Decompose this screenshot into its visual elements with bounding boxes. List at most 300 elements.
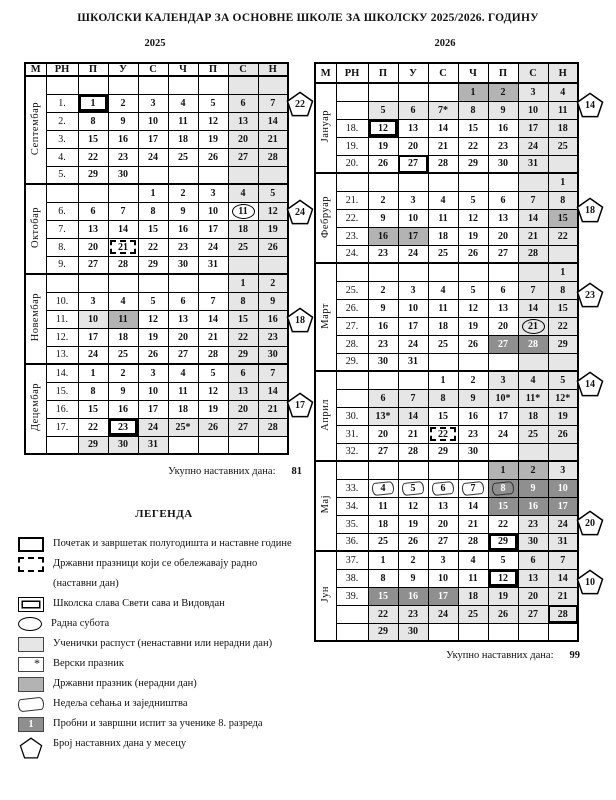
day-cell: 6 [398, 101, 428, 119]
day-cell: 13 [228, 112, 258, 130]
day-cell: 29 [78, 166, 108, 184]
day-cell [548, 623, 578, 641]
week-row [315, 83, 578, 101]
week-row [25, 184, 288, 202]
day-cell: 21 [428, 137, 458, 155]
day-cell: 31 [198, 256, 228, 274]
legend-item-label: Верски празник [53, 657, 124, 669]
day-cell [458, 173, 488, 191]
week-row [25, 328, 288, 346]
day-cell: 13 [518, 569, 548, 587]
day-cell: 19 [548, 407, 578, 425]
legend-item [18, 656, 368, 672]
week-row [315, 479, 578, 497]
day-cell: 13* [368, 407, 398, 425]
day-cell [428, 461, 458, 479]
day-cell: 14 [258, 382, 288, 400]
day-cell [228, 166, 258, 184]
day-cell: 23 [458, 425, 488, 443]
day-cell: 27 [398, 155, 428, 173]
day-cell: 21 [258, 400, 288, 418]
day-cell: 25 [108, 346, 138, 364]
day-cell: 9 [398, 569, 428, 587]
day-cell [488, 353, 518, 371]
ellipse-icon [18, 617, 42, 631]
dark-box-icon: 1 [18, 717, 44, 732]
day-cell: 27 [228, 418, 258, 436]
month-cell [315, 263, 336, 371]
day-cell: 17 [138, 130, 168, 148]
month-cell [315, 173, 336, 263]
day-cell: 16 [368, 317, 398, 335]
week-number-cell: 2. [46, 112, 78, 130]
day-cell: 21 [518, 317, 548, 335]
week-number-cell [336, 83, 368, 101]
teaching-days-count: 18 [585, 205, 595, 216]
day-cell: 4 [228, 184, 258, 202]
day-cell: 4 [548, 83, 578, 101]
teaching-days-badge [286, 199, 314, 225]
day-cell: 28 [458, 533, 488, 551]
day-cell: 30 [518, 533, 548, 551]
day-cell: 11 [458, 569, 488, 587]
day-cell: 11 [168, 382, 198, 400]
day-cell: 8 [228, 292, 258, 310]
day-cell [138, 166, 168, 184]
day-cell: 27 [78, 256, 108, 274]
day-cell: 9 [368, 209, 398, 227]
week-row [315, 173, 578, 191]
day-cell [258, 256, 288, 274]
day-cell: 25 [168, 148, 198, 166]
day-cell: 14 [258, 112, 288, 130]
month-label: Октобар [29, 207, 41, 248]
week-row [25, 274, 288, 292]
legend-item-label: Недеља сећања и заједништва [53, 697, 188, 709]
day-cell: 12 [258, 202, 288, 220]
day-cell [368, 83, 398, 101]
day-cell: 16 [368, 227, 398, 245]
day-cell: 11 [228, 202, 258, 220]
column-header: М [25, 63, 46, 76]
day-cell: 29 [228, 346, 258, 364]
day-cell [258, 166, 288, 184]
day-cell [168, 76, 198, 94]
day-cell: 20 [428, 515, 458, 533]
day-cell: 19 [488, 587, 518, 605]
day-cell: 1 [548, 263, 578, 281]
day-cell: 12 [198, 112, 228, 130]
day-cell: 2 [108, 94, 138, 112]
day-cell: 25 [518, 425, 548, 443]
day-cell: 25 [368, 533, 398, 551]
day-cell: 17 [138, 400, 168, 418]
day-cell: 6 [518, 551, 548, 569]
day-cell [78, 76, 108, 94]
week-number-cell: 11. [46, 310, 78, 328]
day-cell: 14 [548, 569, 578, 587]
day-cell: 22 [368, 605, 398, 623]
total-value: 99 [569, 650, 580, 661]
day-cell: 24 [398, 245, 428, 263]
day-cell: 1 [368, 551, 398, 569]
week-number-cell: 17. [46, 418, 78, 436]
day-cell: 11 [548, 101, 578, 119]
week-number-cell: 14. [46, 364, 78, 382]
legend-item-label: (наставни дан) [53, 577, 119, 589]
day-cell: 10 [78, 310, 108, 328]
day-cell: 17 [198, 220, 228, 238]
day-cell [458, 353, 488, 371]
column-header: С [228, 63, 258, 76]
year-label-2026: 2026 [434, 38, 456, 49]
day-cell: 27 [168, 346, 198, 364]
week-number-cell [336, 371, 368, 389]
day-cell [428, 263, 458, 281]
day-cell: 6 [228, 94, 258, 112]
day-cell: 24 [398, 335, 428, 353]
week-row [25, 256, 288, 274]
day-cell [488, 443, 518, 461]
teaching-days-count: 22 [295, 99, 305, 110]
day-cell: 14 [108, 220, 138, 238]
week-number-cell: 33. [336, 479, 368, 497]
day-cell: 12* [548, 389, 578, 407]
day-cell: 18 [428, 317, 458, 335]
day-cell: 25 [428, 245, 458, 263]
teaching-days-badge [576, 569, 604, 595]
day-cell: 26 [258, 238, 288, 256]
day-cell: 16 [398, 587, 428, 605]
week-row [315, 407, 578, 425]
week-row [315, 245, 578, 263]
day-cell [138, 274, 168, 292]
legend-item-label: Државни празници који се обележавају радно [53, 557, 258, 569]
day-cell [108, 274, 138, 292]
legend-item-label: Пробни и завршни испит за ученике 8. разреда [53, 717, 263, 729]
day-cell: 23 [368, 335, 398, 353]
day-cell [228, 256, 258, 274]
day-cell: 30 [258, 346, 288, 364]
day-cell: 22 [138, 238, 168, 256]
day-cell: 29 [428, 443, 458, 461]
legend-item [18, 636, 368, 652]
day-cell: 26 [458, 335, 488, 353]
legend-item-label: Радна субота [51, 617, 110, 629]
day-cell: 17 [398, 227, 428, 245]
day-cell: 25 [548, 137, 578, 155]
day-cell: 2 [518, 461, 548, 479]
week-number-cell: 12. [46, 328, 78, 346]
day-cell [548, 155, 578, 173]
week-row [25, 418, 288, 436]
day-cell: 14 [458, 497, 488, 515]
column-header: У [398, 63, 428, 83]
week-number-cell [46, 184, 78, 202]
day-cell: 4 [428, 191, 458, 209]
day-cell: 22 [78, 148, 108, 166]
flag-icon [18, 696, 44, 712]
day-cell [368, 461, 398, 479]
day-cell: 9 [168, 202, 198, 220]
legend-item [18, 596, 368, 612]
day-cell: 5 [258, 184, 288, 202]
week-row [315, 263, 578, 281]
day-cell: 14 [198, 310, 228, 328]
month-cell [315, 83, 336, 173]
day-cell: 1 [458, 83, 488, 101]
day-cell: 6 [428, 479, 458, 497]
day-cell: 17 [428, 587, 458, 605]
week-number-cell: 38. [336, 569, 368, 587]
day-cell: 17 [398, 317, 428, 335]
day-cell [138, 76, 168, 94]
day-cell: 17 [78, 328, 108, 346]
column-header: С [138, 63, 168, 76]
day-cell: 23 [518, 515, 548, 533]
month-cell [315, 371, 336, 461]
day-cell: 8 [138, 202, 168, 220]
day-cell [198, 76, 228, 94]
day-cell: 1 [488, 461, 518, 479]
day-cell: 8 [488, 479, 518, 497]
day-cell [368, 173, 398, 191]
day-cell: 15 [228, 310, 258, 328]
teaching-days-badge [286, 307, 314, 333]
week-row [25, 166, 288, 184]
day-cell: 3 [488, 371, 518, 389]
day-cell: 10 [198, 202, 228, 220]
day-cell: 3 [548, 461, 578, 479]
day-cell: 28 [108, 256, 138, 274]
legend-item [18, 616, 368, 632]
day-cell: 12 [398, 497, 428, 515]
week-row [25, 220, 288, 238]
day-cell: 2 [368, 191, 398, 209]
week-number-cell: 10. [46, 292, 78, 310]
week-number-cell: 19. [336, 137, 368, 155]
day-cell: 19 [458, 317, 488, 335]
week-row [315, 425, 578, 443]
day-cell: 1 [138, 184, 168, 202]
calendar-table-2025 [24, 62, 289, 455]
week-number-cell [336, 101, 368, 119]
week-row [25, 112, 288, 130]
day-cell: 20 [368, 425, 398, 443]
week-number-cell: 9. [46, 256, 78, 274]
day-cell: 20 [518, 587, 548, 605]
day-cell: 3 [78, 292, 108, 310]
column-header: Ч [458, 63, 488, 83]
column-header: П [78, 63, 108, 76]
day-cell [368, 263, 398, 281]
day-cell: 4 [168, 364, 198, 382]
day-cell: 1 [428, 371, 458, 389]
day-cell: 6 [228, 364, 258, 382]
day-cell: 21 [198, 328, 228, 346]
day-cell: 21 [518, 227, 548, 245]
day-cell: 22 [428, 425, 458, 443]
day-cell: 27 [488, 335, 518, 353]
day-cell: 16 [168, 220, 198, 238]
month-cell [25, 364, 46, 454]
day-cell: 7 [548, 551, 578, 569]
day-cell: 26 [198, 418, 228, 436]
day-cell: 28 [258, 418, 288, 436]
day-cell: 9 [488, 101, 518, 119]
day-cell: 16 [108, 130, 138, 148]
week-number-cell: 35. [336, 515, 368, 533]
day-cell: 20 [78, 238, 108, 256]
week-row [315, 119, 578, 137]
day-cell [428, 623, 458, 641]
day-cell: 29 [138, 256, 168, 274]
day-cell: 28 [198, 346, 228, 364]
day-cell: 7* [428, 101, 458, 119]
day-cell: 19 [458, 227, 488, 245]
day-cell [258, 436, 288, 454]
day-cell: 16 [108, 400, 138, 418]
day-cell: 28 [518, 335, 548, 353]
day-cell: 9 [368, 299, 398, 317]
day-cell: 4 [108, 292, 138, 310]
day-cell: 15 [548, 209, 578, 227]
day-cell: 8 [78, 382, 108, 400]
week-row [25, 382, 288, 400]
page-title: ШКОЛСКИ КАЛЕНДАР ЗА ОСНОВНЕ ШКОЛЕ ЗА ШКОЛСКУ 2025/2026. ГОДИНУ [77, 12, 539, 24]
teaching-days-badge [576, 197, 604, 223]
day-cell: 22 [78, 418, 108, 436]
dashed-box-icon [18, 557, 44, 572]
day-cell: 8 [548, 281, 578, 299]
day-cell: 23 [398, 605, 428, 623]
week-row [25, 364, 288, 382]
double-box-icon [18, 597, 44, 612]
day-cell: 28 [428, 155, 458, 173]
week-row [315, 389, 578, 407]
day-cell: 31 [138, 436, 168, 454]
legend-item-label: Број наставних дана у месецу [53, 737, 187, 749]
week-row [315, 497, 578, 515]
week-number-cell: 23. [336, 227, 368, 245]
legend-item-label: Ученички распуст (ненаставни или нерадни дан) [53, 637, 273, 649]
day-cell: 5 [458, 281, 488, 299]
day-cell: 18 [108, 328, 138, 346]
day-cell: 10 [398, 209, 428, 227]
week-row [315, 443, 578, 461]
day-cell: 16 [258, 310, 288, 328]
total-teaching-days-2025 [24, 466, 302, 477]
day-cell: 11* [518, 389, 548, 407]
day-cell: 10 [548, 479, 578, 497]
day-cell: 9 [518, 479, 548, 497]
day-cell: 2 [108, 364, 138, 382]
day-cell: 13 [488, 299, 518, 317]
week-number-cell: 27. [336, 317, 368, 335]
day-cell: 6 [168, 292, 198, 310]
day-cell: 6 [488, 281, 518, 299]
day-cell: 23 [258, 328, 288, 346]
day-cell [488, 173, 518, 191]
week-row [315, 281, 578, 299]
legend [18, 536, 368, 756]
column-header: Н [258, 63, 288, 76]
day-cell [108, 76, 138, 94]
day-cell: 7 [108, 202, 138, 220]
medium-gray-box-icon [18, 677, 44, 692]
week-row [315, 371, 578, 389]
day-cell: 1 [78, 364, 108, 382]
day-cell: 3 [518, 83, 548, 101]
day-cell: 29 [548, 335, 578, 353]
day-cell: 21 [548, 587, 578, 605]
day-cell [228, 76, 258, 94]
day-cell: 2 [458, 371, 488, 389]
day-cell: 18 [228, 220, 258, 238]
day-cell: 4 [458, 551, 488, 569]
day-cell: 16 [488, 119, 518, 137]
day-cell: 26 [368, 155, 398, 173]
legend-item-continuation [18, 576, 368, 592]
day-cell: 16 [458, 407, 488, 425]
legend-item [18, 556, 368, 572]
day-cell [518, 263, 548, 281]
day-cell [198, 166, 228, 184]
month-label: Децембар [29, 383, 41, 432]
week-number-cell [46, 76, 78, 94]
day-cell: 20 [488, 317, 518, 335]
week-number-cell: 20. [336, 155, 368, 173]
day-cell: 26 [398, 533, 428, 551]
column-header: М [315, 63, 336, 83]
day-cell: 18 [548, 119, 578, 137]
day-cell: 5 [548, 371, 578, 389]
day-cell: 7 [258, 94, 288, 112]
day-cell [518, 173, 548, 191]
week-row [315, 353, 578, 371]
day-cell: 13 [398, 119, 428, 137]
day-cell: 20 [228, 130, 258, 148]
day-cell: 31 [398, 353, 428, 371]
week-row [315, 155, 578, 173]
week-number-cell: 3. [46, 130, 78, 148]
day-cell: 2 [258, 274, 288, 292]
day-cell: 19 [198, 400, 228, 418]
day-cell: 12 [198, 382, 228, 400]
day-cell: 22 [228, 328, 258, 346]
week-row [25, 346, 288, 364]
teaching-days-badge [286, 392, 314, 418]
day-cell: 9 [108, 382, 138, 400]
year-label-2025: 2025 [144, 38, 166, 49]
total-value: 81 [291, 466, 302, 477]
week-number-cell: 16. [46, 400, 78, 418]
day-cell: 7 [258, 364, 288, 382]
day-cell: 30 [168, 256, 198, 274]
teaching-days-count: 14 [585, 100, 595, 111]
day-cell: 26 [458, 245, 488, 263]
legend-item-label: Почетак и завршетак полугодишта и наставне године [53, 537, 292, 549]
day-cell: 15 [368, 587, 398, 605]
legend-item [18, 676, 368, 692]
day-cell: 15 [138, 220, 168, 238]
week-row [315, 317, 578, 335]
day-cell: 23 [488, 137, 518, 155]
week-row [25, 436, 288, 454]
day-cell: 15 [488, 497, 518, 515]
week-row [315, 209, 578, 227]
week-row [315, 515, 578, 533]
